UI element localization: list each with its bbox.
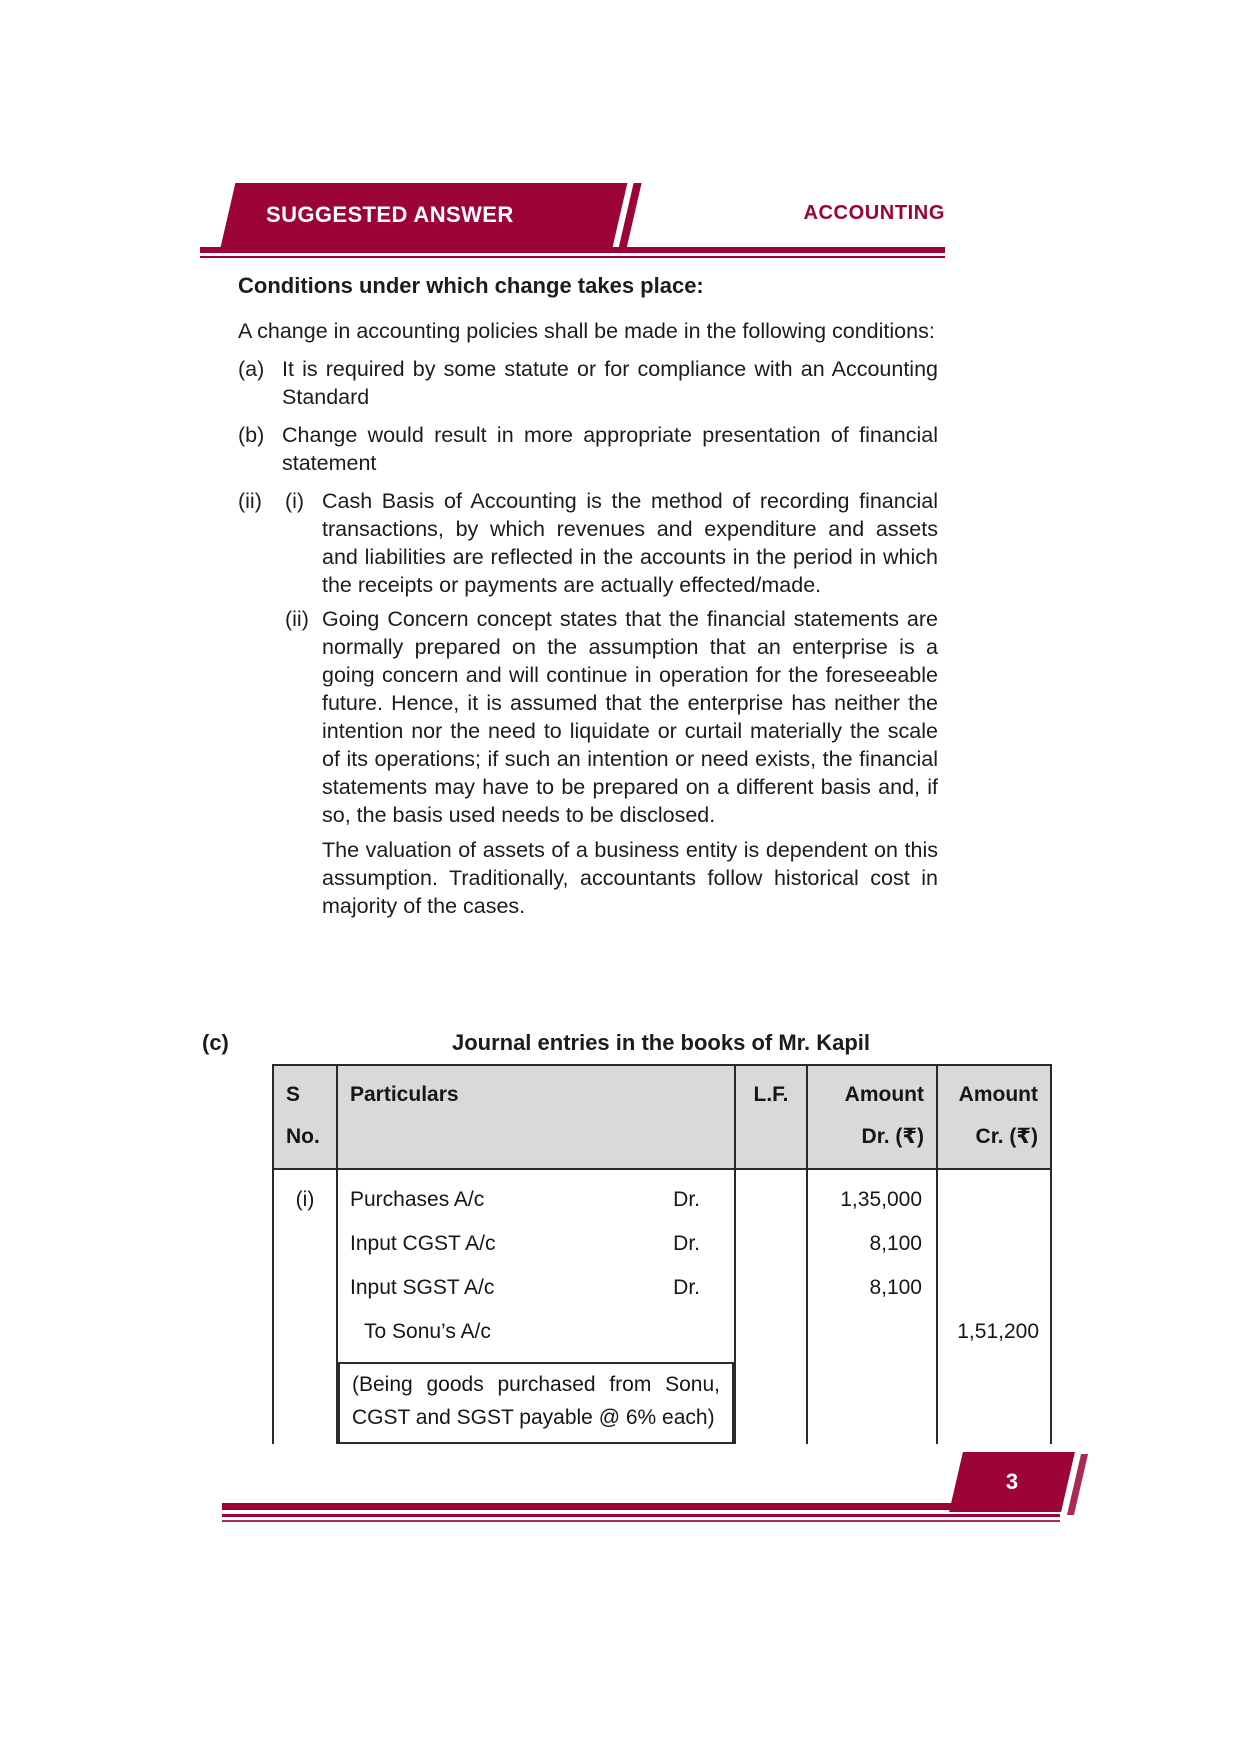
entry-line <box>338 1170 734 1222</box>
col-header-amount-dr-line1: Amount <box>844 1083 924 1106</box>
list-label-ii: (ii) <box>238 489 262 513</box>
entry-line <box>338 1222 734 1266</box>
amount-cr-value <box>938 1266 1050 1310</box>
entry-account: Input SGST A/c <box>350 1276 495 1299</box>
journal-table <box>272 1064 1052 1444</box>
col-header-sno-line1: S <box>286 1083 301 1106</box>
col-header-lf-text: L.F. <box>753 1083 789 1106</box>
page-number-badge <box>956 1452 1068 1512</box>
header-rule-thick <box>200 247 945 253</box>
cell-sno <box>273 1169 337 1444</box>
col-header-amount-dr <box>807 1065 937 1169</box>
list-item-a <box>238 355 938 411</box>
footer-rule-thick <box>222 1503 974 1510</box>
banner-label: SUGGESTED ANSWER <box>266 202 514 227</box>
part-c-label: (c) <box>202 1030 229 1055</box>
part-c-heading <box>0 1030 1241 1060</box>
entry-account: Input CGST A/c <box>350 1232 496 1255</box>
list-text-a: It is required by some statute or for compliance with an Accounting Standard <box>282 357 938 409</box>
amount-cr-value: 1,51,200 <box>957 1320 1039 1343</box>
col-header-particulars <box>337 1065 735 1169</box>
entry-drcr: Dr. <box>673 1188 700 1211</box>
footer-rule-thin-secondary <box>222 1520 1060 1522</box>
amount-dr-value: 8,100 <box>869 1276 922 1299</box>
section-heading: Conditions under which change takes place: <box>238 273 704 298</box>
subject-label: ACCOUNTING <box>803 202 945 224</box>
list-label-ii-inner: (ii) <box>285 607 309 631</box>
table-header-row <box>273 1065 1051 1169</box>
going-concern-paragraph: Going Concern concept states that the financial statements are normally prepared on the assumption that an enterprise is a going concern and will continue in operation for the foreseeable future. Hence, it is assumed that the enterprise has neither the intention nor the need to liquidate or curtail materially the scale of its operations; if such an intention or need exists, the financial statements may have to be prepared on a different basis and, if so, the basis used needs to be disclosed. <box>322 607 938 827</box>
cell-lf <box>735 1169 807 1444</box>
table-row <box>273 1169 1051 1444</box>
entry-drcr: Dr. <box>673 1232 700 1255</box>
col-header-sno <box>273 1065 337 1169</box>
col-header-amount-cr-line2: Cr. (₹) <box>975 1125 1038 1148</box>
list-item-b <box>238 421 938 477</box>
amount-dr-value <box>808 1310 936 1354</box>
cell-particulars <box>337 1169 735 1444</box>
col-header-amount-dr-line2: Dr. (₹) <box>861 1125 924 1148</box>
col-header-lf <box>735 1065 807 1169</box>
answer-body <box>238 272 938 930</box>
list-item-ii-ii <box>238 605 938 829</box>
entry-line <box>338 1266 734 1310</box>
valuation-paragraph: The valuation of assets of a business entity is dependent on this assumption. Traditionally, accountants follow historical cost in majority of the cases. <box>322 838 938 918</box>
row-serial: (i) <box>295 1188 315 1211</box>
journal-title: Journal entries in the books of Mr. Kapil <box>451 1030 871 1055</box>
narration-box: (Being goods purchased from Sonu, CGST and SGST payable @ 6% each) <box>338 1362 734 1444</box>
amount-dr-value: 1,35,000 <box>840 1188 922 1211</box>
list-label-b: (b) <box>238 423 265 447</box>
col-header-amount-cr <box>937 1065 1051 1169</box>
header-rule-thin <box>200 256 945 258</box>
col-header-amount-cr-line1: Amount <box>958 1083 1038 1106</box>
amount-cr-value <box>938 1170 1050 1222</box>
list-label-i: (i) <box>285 489 305 513</box>
entry-line <box>338 1310 734 1354</box>
amount-cr-value <box>938 1222 1050 1266</box>
intro-paragraph: A change in accounting policies shall be made in the following conditions: <box>238 319 935 343</box>
list-label-a: (a) <box>238 357 265 381</box>
cell-amount-cr <box>937 1169 1051 1444</box>
page-number: 3 <box>1005 1469 1019 1494</box>
list-text-b: Change would result in more appropriate presentation of financial statement <box>282 423 938 475</box>
entry-account: To Sonu’s A/c <box>364 1320 491 1343</box>
entry-account: Purchases A/c <box>350 1188 485 1211</box>
suggested-answer-banner <box>228 183 620 247</box>
cell-amount-dr <box>807 1169 937 1444</box>
list-item-ii-i <box>238 487 938 599</box>
col-header-sno-line2: No. <box>286 1125 320 1148</box>
col-header-particulars-text: Particulars <box>350 1083 459 1106</box>
footer-rule-thin <box>222 1514 1060 1517</box>
cash-basis-paragraph: Cash Basis of Accounting is the method of recording financial transactions, by which revenues and expenditure and assets and liabilities are reflected in the accounts in the period in which the receipts or payments are actually effected/made. <box>322 489 938 597</box>
amount-dr-value: 8,100 <box>869 1232 922 1255</box>
list-label-spacer <box>238 605 285 829</box>
entry-drcr: Dr. <box>673 1276 700 1299</box>
